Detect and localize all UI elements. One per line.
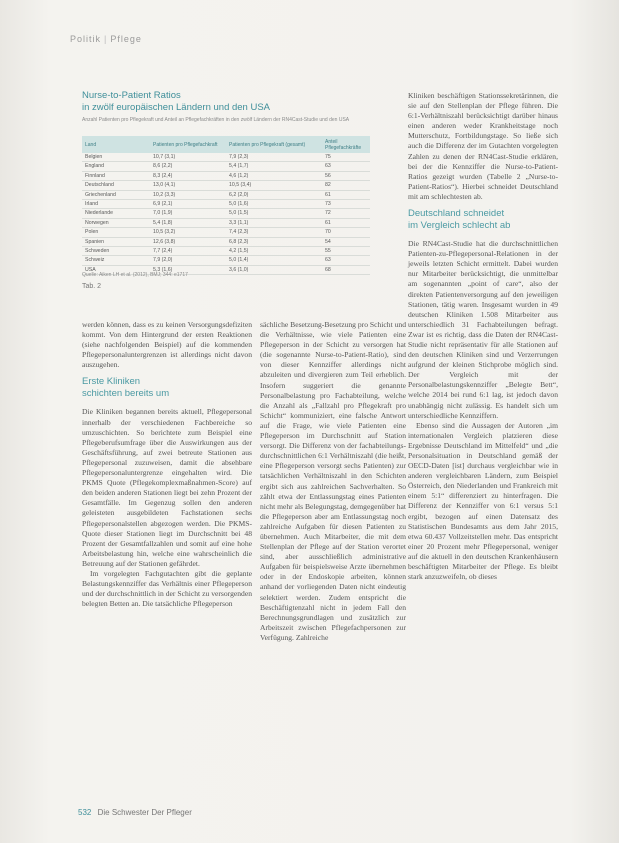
paragraph: werden können, dass es zu keinen Versorgungsdefiziten kommt. Von dem Hintergrund der ersten Reaktionen (siehe nachfolgenden Beispiel) auf die kommenden Pflegepersonaluntergrenzen ist allerdings nicht davon auszugehen. [82,320,252,370]
table-header-cell: Anteil Pflegefachkräfte [322,136,370,153]
table-cell: 63 [322,256,370,265]
section-heading [82,376,252,400]
table-cell: 5,0 (1,4) [226,256,322,265]
table-row [82,190,370,199]
table-cell: 12,6 (3,8) [150,237,226,246]
table-cell: Schweden [82,247,150,256]
table-row [82,181,370,190]
table-cell: 68 [322,265,370,274]
table-cell: 4,2 (1,5) [226,247,322,256]
table-cell: 7,7 (2,4) [150,247,226,256]
table-header-cell: Land [82,136,150,153]
table-caption: Anzahl Patienten pro Pflegekraft und Anteil an Pflegefachkräften in den zwölf Ländern der RN4Cast-Studie und den USA [82,117,350,123]
running-head: Politik | Pflege [70,34,142,44]
section-heading-line2: im Vergleich schlecht ab [408,220,511,232]
table-cell: 8,6 (2,2) [150,162,226,171]
paragraph: Ebenso sind die Aussagen der Autoren „im internationalen Vergleich platzieren diese Ergebnisse Deutschland im Mittelfeld“ und „die Personalsituation in Deutschland gemäß der OECD-Daten [ist] durchaus vergleichbar wie in anderen vergleichbaren Ländern, zum Beispiel Österreich, den Niederlanden und Frankreich mit einem 5:1“ differenziert zu hinterfragen. Die Differenz der Kennziffer von 6:1 versus 5:1 ergibt, bezogen auf einen Datensatz des Statistischen Bundesamts aus dem Jahr 2015, etwa 60.437 Vollzeitstellen mehr. Das entspricht einer 20 Prozent mehr Pflegepersonal, weniger auf die aktuell in den deutschen Krankenhäusern beschäftigten Mitarbeiter der Pflege. Es bleibt stark anzuzweifeln, ob dieses [408,420,558,582]
journal-name: Die Schwester Der Pfleger [97,808,192,817]
table-cell: England [82,162,150,171]
table-cell: 3,3 (1,1) [226,218,322,227]
table-cell: Finnland [82,171,150,180]
table-row [82,218,370,227]
paragraph: Im vorgelegten Fachgutachten gibt die geplante Belastungskennziffer das Verhältnis einer Pflegeperson und der durchschnittlich in der Schicht zu versorgenden belegten Betten an. Die tatsächliche Pflegeperson [82,568,252,609]
page-number: 532 [78,808,92,817]
table-cell: Polen [82,228,150,237]
table-cell: USA [82,265,150,274]
table-cell: 5,4 (1,8) [150,218,226,227]
text-column-3 [408,91,558,582]
table-cell: 8,3 (2,4) [150,171,226,180]
paragraph: sächliche Besetzung-Besetzung pro Schicht und die Verhältnisse, wie viele Patienten eine Pflegeperson in der Schicht zu versorgen hat (die sogenannte Nurse-to-Patient-Ratio), sind von dieser Kennziffer allerdings nicht abzuleiten und divergieren zum Teil erheblich. Insofern suggeriert die genannte Personalbelastung pro Fachabteilung, welche die Anzahl als „Fallzahl pro Pflegekraft pro Schicht“ kommuniziert, eine falsche Antwort auf die Frage, wie viele Patienten eine Pflegeperson im Durchschnitt auf Station versorgt. Die Differenz von der fachabteilungs-durchschnittlichen 6:1 Verhältniszahl (die heißt, eine Pflegeperson versorgt sechs Patienten) zur tatsächlichen Verhältniszahl in den Schichten ergibt sich aus zahlreichen Sachverhalten. So zählt etwa der Entlassungstag eines Patienten nicht mehr als Belegungstag, demgegenüber hat die Pflegeperson aber am Entlassungstag noch zahlreiche Aufgaben für diesen Patienten zu übernehmen. Auch Mitarbeiter, die mit dem Stellenplan der Pflege auf der Station verortet sind, aber ausschließlich administrative Aufgaben für beispielsweise Arzte übernehmen oder in der Endoskopie arbeiten, können anhand der vorliegenden Daten nicht eindeutig selektiert werden. Zudem entspricht die Beschäftigtenzahl nicht in jedem Fall den Berechnungsgrundlagen und zusätzlich zur Arbeitszeit zwischen Pflegefachpersonen zur Verfügung. Zahlreiche [260,320,406,642]
page-footer [78,808,192,817]
table-row [82,247,370,256]
table-cell: Irland [82,200,150,209]
table-cell: 7,9 (2,3) [226,153,322,162]
table-cell: 56 [322,171,370,180]
table-header-cell: Patienten pro Pflegefachkraft [150,136,226,153]
section-heading [408,208,558,232]
table-cell: 7,4 (2,3) [226,228,322,237]
table-row [82,256,370,265]
table-cell: 6,2 (2,0) [226,190,322,199]
section-heading-line1: Erste Kliniken [82,376,141,388]
text-column-2 [260,320,406,643]
table-row [82,237,370,246]
table-cell: 7,9 (2,0) [150,256,226,265]
table-cell: 5,4 (1,7) [226,162,322,171]
table-cell: 10,5 (3,4) [226,181,322,190]
table-cell: 6,8 (2,3) [226,237,322,246]
paragraph: Die RN4Cast-Studie hat die durchschnittlichen Patienten-zu-Pflegepersonal-Relationen in der jeweils letzten Schicht ermittelt. Dabei wurden nur Mitarbeiter berücksichtigt, die unmittelbar am sogenannten „point of care“, also der direkten Patientenversorgung auf den jeweiligen Stationen, tätig waren. Insgesamt wurden in 49 deutschen Kliniken 1.508 Mitarbeiter aus unterschiedlich 31 Fachabteilungen befragt. Zwar ist es richtig, dass die Daten der RN4Cast-Studie nicht repräsentativ für alle Stationen auf den deutschen Kliniken sind und Verzerrungen aufgrund der kleinen Stichprobe möglich sind. Der Vergleich mit der Personalbelastungskennziffer „Belegte Bett“, welche 2014 bei rund 6:1 lag, ist jedoch davon unabhängig nicht zulässig. Es handelt sich um unterschiedliche Kennziffern. [408,239,558,420]
table-row [82,171,370,180]
table-row [82,153,370,162]
table-row [82,200,370,209]
table-cell: 61 [322,218,370,227]
running-head-section: Politik [70,34,102,44]
table-cell: 5,0 (1,6) [226,200,322,209]
table-header-row [82,136,370,153]
table-cell: 61 [322,190,370,199]
table-cell: 55 [322,247,370,256]
table-cell: 7,0 (1,9) [150,209,226,218]
table-cell: 75 [322,153,370,162]
table-label: Tab. 2 [82,283,102,290]
table-cell: 72 [322,209,370,218]
table-cell: 3,6 (1,0) [226,265,322,274]
table-cell: 5,0 (1,5) [226,209,322,218]
table-cell: Belgien [82,153,150,162]
table-source: Quelle: Aiken LH et al. (2012), BMJ; 344: e1717 [82,272,188,278]
table-cell: Schweiz [82,256,150,265]
running-head-topic: Pflege [110,34,142,44]
table-cell: Griechenland [82,190,150,199]
paragraph: Kliniken beschäftigen Stationssekretärinnen, die sie auf den Stellenplan der Pflege führen. Die 6:1-Verhältniszahl berücksichtigt darüber hinaus einen anderen weder Krankheitstage noch Mutterschutz, Fortbildungstage. So ließe sich auch die Differenz der im Gutachten vorgelegten Zahlen zu denen der RN4Cast-Studie erklären, bei der die Kennziffer die Nurse-to-Patient-Ratios gezeigt wurden (Tabelle 2 „Nurse-to-Patient-Ratios“). Hierbei schneidet Deutschland mit am schlechtesten ab. [408,91,558,201]
table-cell: 10,5 (3,2) [150,228,226,237]
table-cell: 70 [322,228,370,237]
table-cell: 6,9 (2,1) [150,200,226,209]
ratio-table [82,136,370,275]
table-cell: 4,6 (1,2) [226,171,322,180]
text-column-1 [82,320,252,609]
table-cell: Niederlande [82,209,150,218]
table-cell: 73 [322,200,370,209]
table-cell: 63 [322,162,370,171]
table-row [82,209,370,218]
section-heading-line1: Deutschland schneidet [408,208,505,220]
section-heading-line2: schichten bereits um [82,388,170,400]
table-title [82,90,372,114]
table-row [82,228,370,237]
paragraph: Die Kliniken begannen bereits aktuell, Pflegepersonal innerhalb der verschiedenen Fachbereiche so umzuschichten. So berichtete zum Beispiel eine Pflegeberufsumfrage über die Auswirkungen aus der Geschäftsführung, auf zwei betreute Stationen aus Pflegepersonal zuzuweisen, damit die absehbare Pflegepersonaluntergrenze eingehalten wird. Die PKMS Quote (Pflegekomplexmaßnahmen-Score) auf den beiden anderen Stationen liegt bei zehn Prozent der Gesamtfälle. Im Gegenzug sollen den anderen geleisteten ausgebildeten Fachstationen sechs Pflegepersonalstellen abgezogen werden. Die PKMS-Quote dieser Stationen liegt im Durchschnitt bei 48 Prozent der Gesamtfallzahlen und somit auf eine hohe Arbeitsbelastung hin, welche eine wahrscheinlich die Betreuung auf der Stationen gefährdet. [82,407,252,568]
table-cell: 13,0 (4,1) [150,181,226,190]
table-title-line2: in zwölf europäischen Ländern und den USA [82,102,271,113]
table-cell: Deutschland [82,181,150,190]
table-cell: 10,2 (3,3) [150,190,226,199]
table-cell: 54 [322,237,370,246]
table-title-line1: Nurse-to-Patient Ratios [82,90,181,101]
table-header-cell: Patienten pro Pflegekraft (gesamt) [226,136,322,153]
table-cell: Norwegen [82,218,150,227]
table-row [82,162,370,171]
table-cell: 82 [322,181,370,190]
table-cell: 5,3 (1,6) [150,265,226,274]
table-cell: Spanien [82,237,150,246]
table-cell: 10,7 (3,1) [150,153,226,162]
